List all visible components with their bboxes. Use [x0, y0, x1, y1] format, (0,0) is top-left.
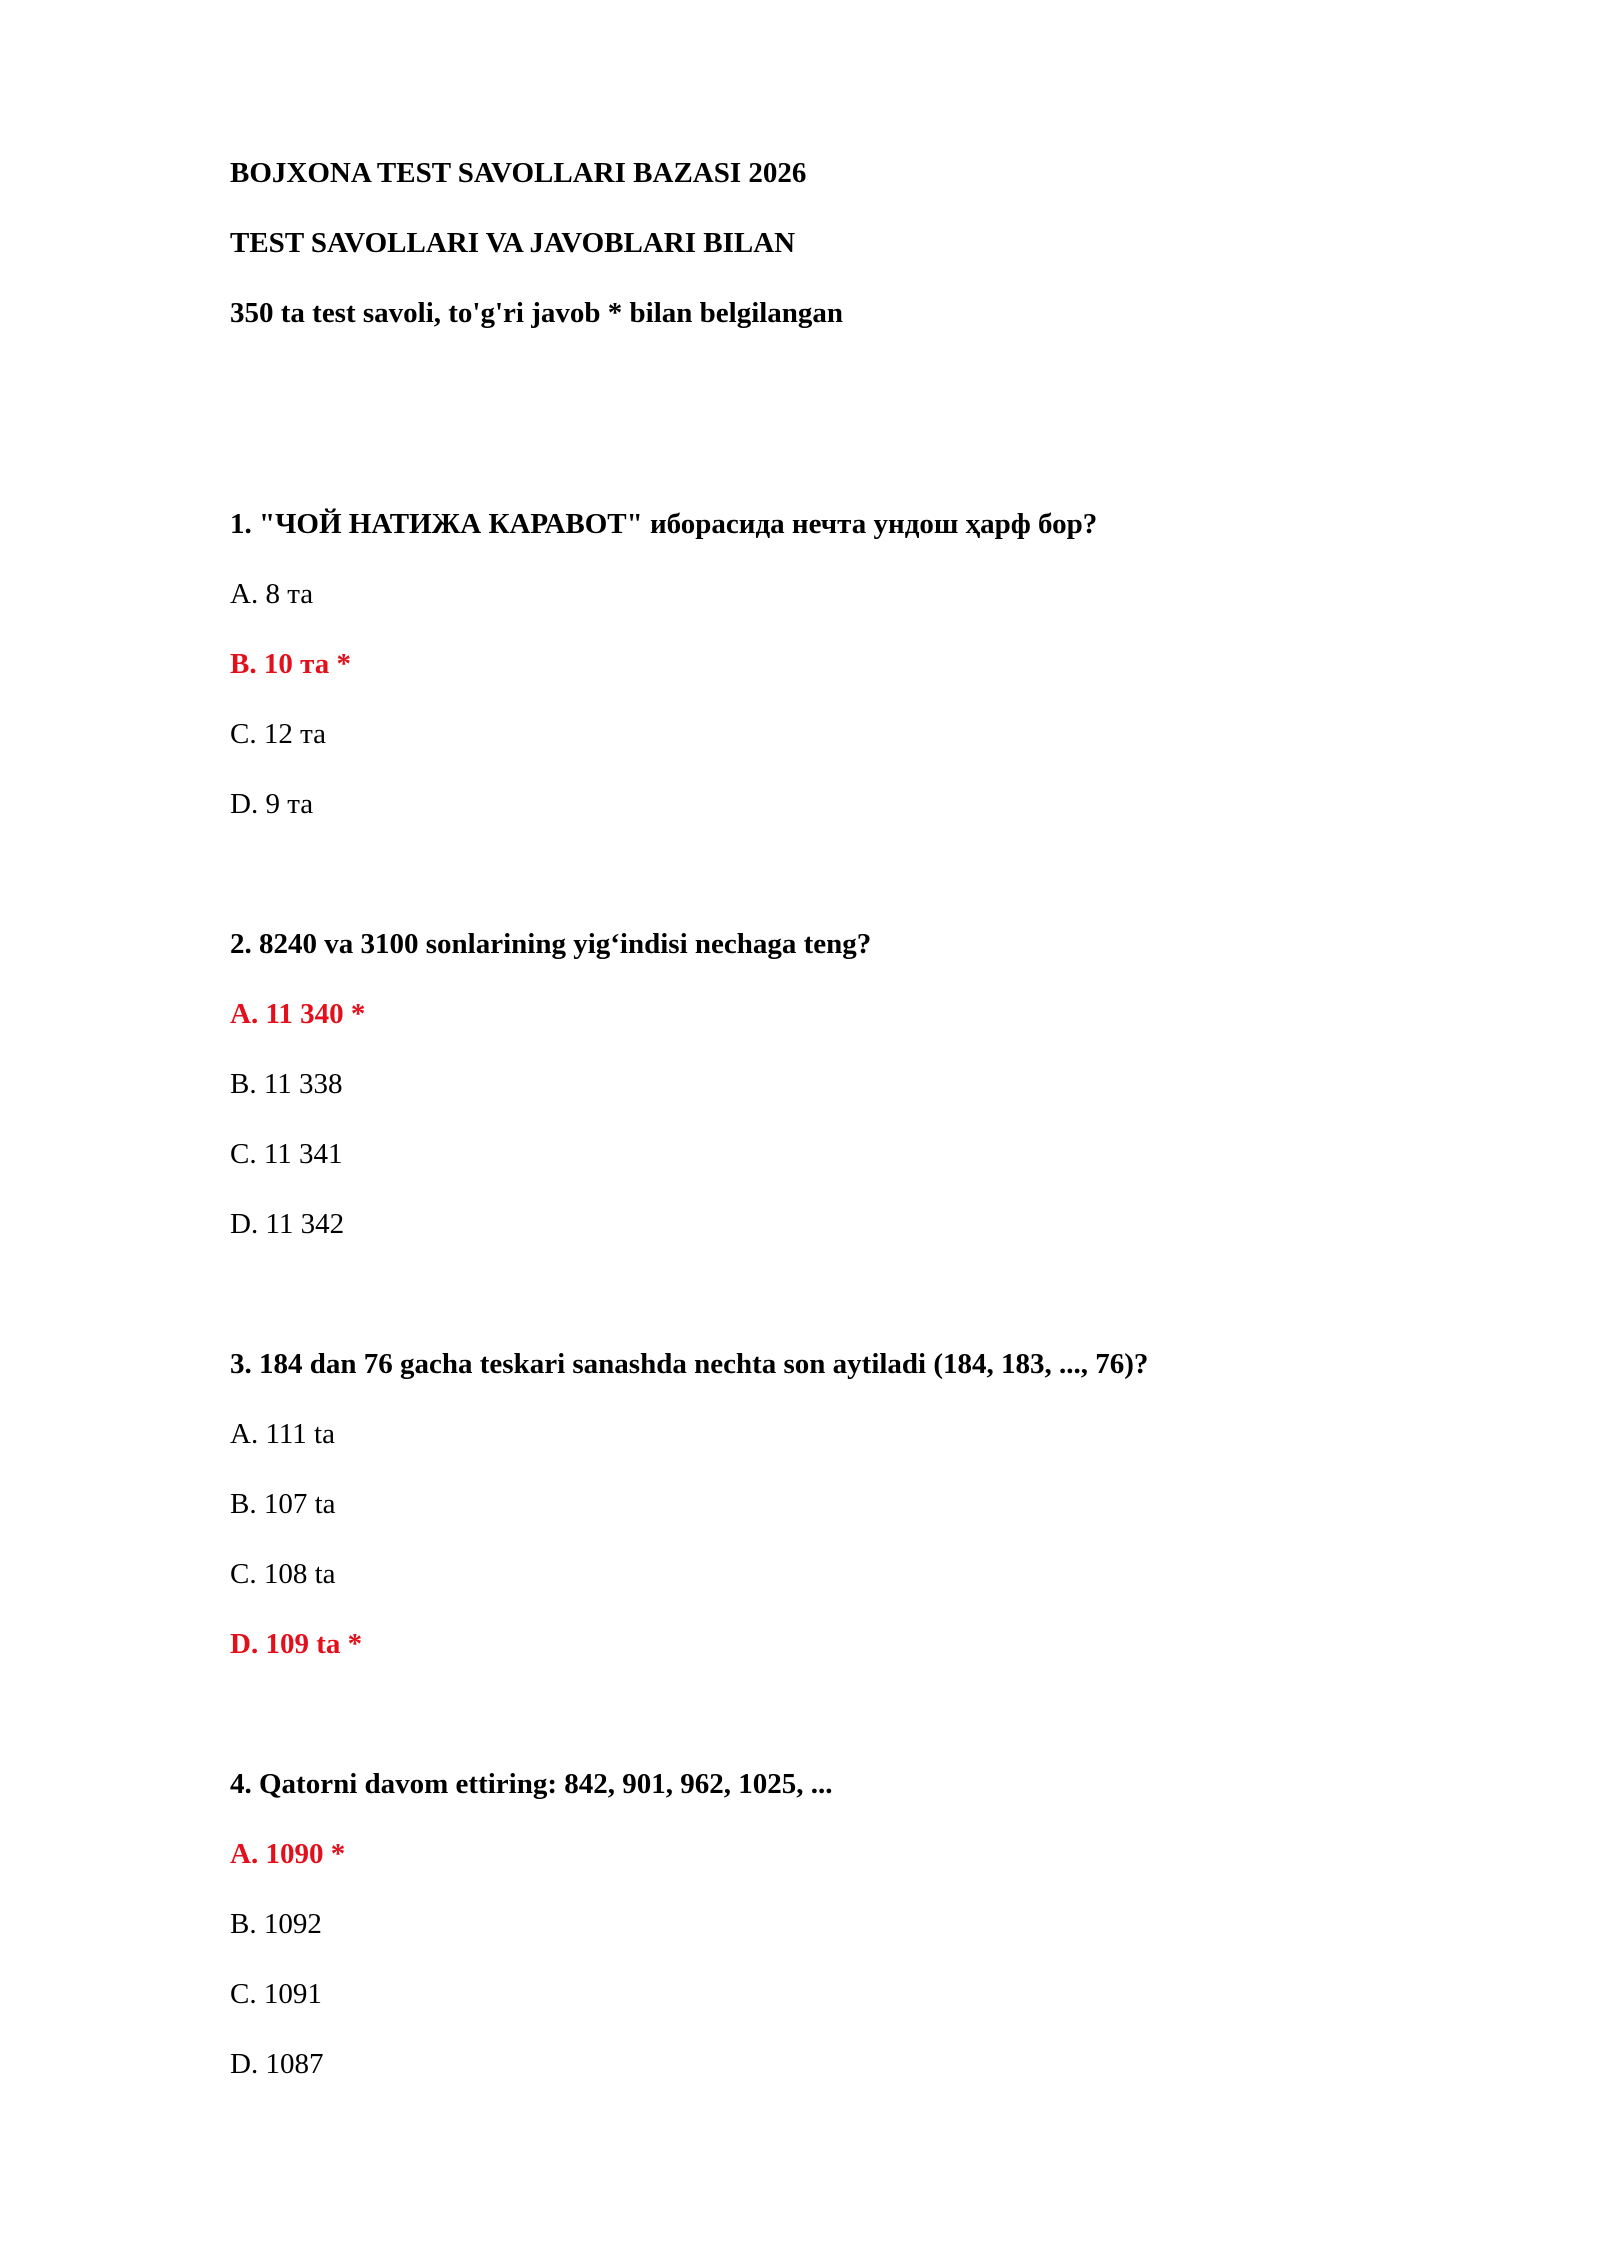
question-1-text: 1. "ЧОЙ НАТИЖА КАРАВОТ" иборасида нечта ундош ҳарф бор? — [230, 508, 1098, 540]
document-subtitle: TEST SAVOLLARI VA JAVOBLARI BILAN — [230, 227, 796, 259]
question-2-option-d: D. 11 342 — [230, 1208, 345, 1240]
question-3-option-b: B. 107 ta — [230, 1488, 336, 1520]
question-1-option-b-correct: B. 10 та * — [230, 648, 351, 680]
question-2-text: 2. 8240 va 3100 sonlarining yig‘indisi nechaga teng? — [230, 928, 872, 960]
question-4-text: 4. Qatorni davom ettiring: 842, 901, 962, 1025, ... — [230, 1768, 833, 1800]
document-note: 350 ta test savoli, to'g'ri javob * bilan belgilangan — [230, 297, 844, 329]
question-2-option-a-correct: A. 11 340 * — [230, 998, 366, 1030]
question-3-text: 3. 184 dan 76 gacha teskari sanashda nechta son aytiladi (184, 183, ..., 76)? — [230, 1348, 1149, 1380]
question-2-option-c: C. 11 341 — [230, 1138, 343, 1170]
question-3-option-c: C. 108 ta — [230, 1558, 336, 1590]
question-4-option-a-correct: A. 1090 * — [230, 1838, 346, 1870]
question-1-option-c: C. 12 та — [230, 718, 326, 750]
question-3-option-a: A. 111 ta — [230, 1418, 335, 1450]
question-4-option-b: B. 1092 — [230, 1908, 322, 1940]
question-1-option-d: D. 9 та — [230, 788, 314, 820]
question-4-option-c: C. 1091 — [230, 1978, 322, 2010]
document-title: BOJXONA TEST SAVOLLARI BAZASI 2026 — [230, 157, 807, 189]
question-4-option-d: D. 1087 — [230, 2048, 324, 2080]
question-3-option-d-correct: D. 109 ta * — [230, 1628, 363, 1660]
question-2-option-b: B. 11 338 — [230, 1068, 343, 1100]
question-1-option-a: A. 8 та — [230, 578, 314, 610]
